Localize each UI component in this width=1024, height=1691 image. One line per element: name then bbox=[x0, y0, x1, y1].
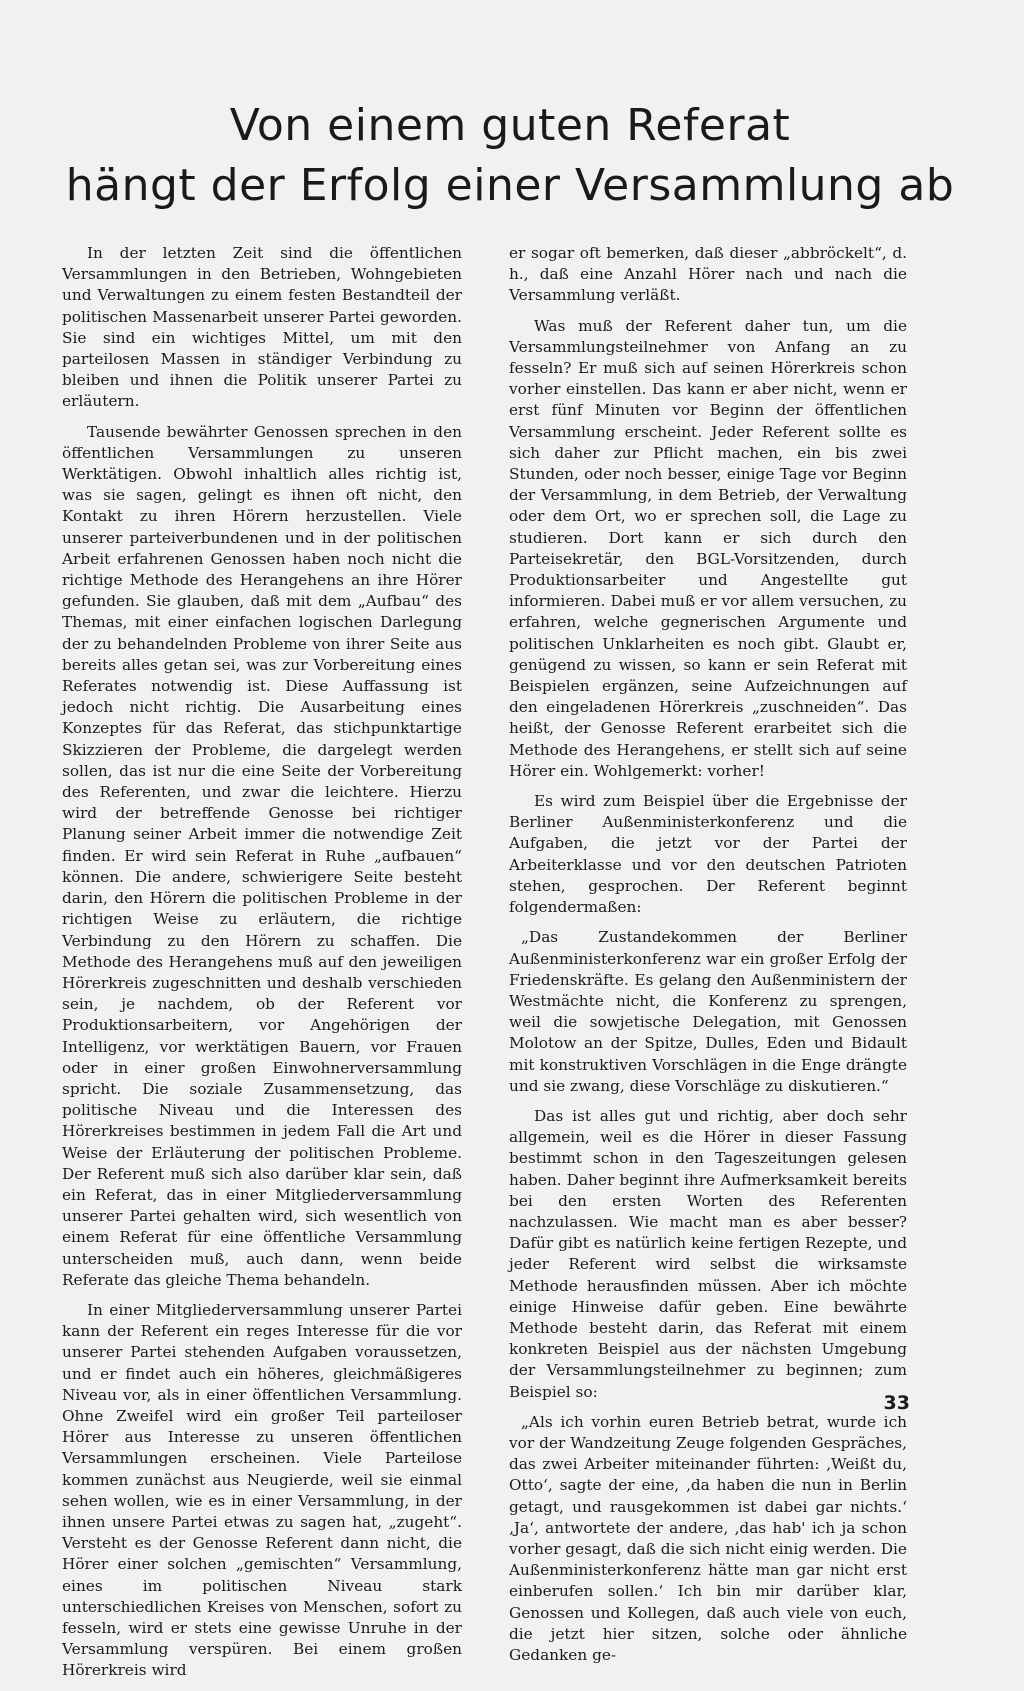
quote-paragraph: „Als ich vorhin euren Betrieb betrat, wurde ich vor der Wandzeitung Zeuge folgenden Gespräches, das zwei Arbeiter miteinander führten: ‚Weißt du, Otto‘, sagte der eine, ‚da haben die nun in Berlin getagt, und rausgekommen ist dabei gar nichts.‘ ‚Ja‘, antwortete der andere, ‚das hab' ich ja schon vorher gesagt, daß die sich nicht einig werden. Die Außenministerkonferenz hätte man gar nicht erst einberufen sollen.‘ Ich bin mir darüber klar, Genossen und Kollegen, daß auch viele von euch, die jetzt hier sitzen, solche oder ähnliche Gedanken ge- bbox=[509, 1412, 907, 1664]
paragraph: Tausende bewährter Genossen sprechen in den öffentlichen Versammlungen zu unseren Werktätigen. Obwohl inhaltlich alles richtig ist, was sie sagen, gelingt es ihnen oft nicht, den Kontakt zu ihren Hörern herzustellen. Viele unserer parteiverbundenen und in der politischen Arbeit erfahrenen Genossen haben noch nicht die richtige Methode des Herangehens an ihre Hörer gefunden. Sie glauben, daß mit dem „Aufbau“ des Themas, mit einer einfachen logischen Darlegung der zu behandelnden Probleme von ihrer Seite aus bereits alles getan sei, was zur Vorbereitung eines Referates notwendig ist. Diese Auffassung ist jedoch nicht richtig. Die Ausarbeitung eines Konzeptes für das Referat, das stichpunktartige Skizzieren der Probleme, die dargelegt werden sollen, das ist nur die eine Seite der Vorbereitung des Referenten, und zwar die leichtere. Hierzu wird der betreffende Genosse bei richtiger Planung seiner Arbeit immer die notwendige Zeit finden. Er wird sein Referat in Ruhe „aufbauen“ können. Die andere, schwierigere Seite besteht darin, den Hörern die politischen Probleme in der richtigen Weise zu erläutern, die richtige Verbindung zu den Hörern zu schaffen. Die Methode des Herangehens muß auf den jeweiligen Hörerkreis zugeschnitten und deshalb verschieden sein, je nachdem, ob der Referent vor Produktionsarbeitern, vor Angehörigen der Intelligenz, vor werktätigen Bauern, vor Frauen oder in einer großen Einwohnerversammlung spricht. Die soziale Zusammensetzung, das politische Niveau und die Interessen des Hörerkreises bestimmen in jedem Fall die Art und Weise der Erläuterung der politischen Probleme. Der Referent muß sich also darüber klar sein, daß ein Referat, das in einer Mitgliederversammlung unserer Partei gehalten wird, sich wesentlich von einem Referat für eine öffentliche Versammlung unterscheiden muß, auch dann, wenn beide Referate das gleiche Thema behandeln. bbox=[62, 422, 462, 1289]
title-line-1: Von einem guten Referat bbox=[229, 100, 791, 151]
title-line-2: hängt der Erfolg einer Versammlung ab bbox=[65, 160, 955, 211]
paragraph: In der letzten Zeit sind die öffentlichen Versammlungen in den Betrieben, Wohngebieten und Verwaltungen zu einem festen Bestandteil der politischen Massenarbeit unserer Partei geworden. Sie sind ein wichtiges Mittel, um mit den parteilosen Massen in ständiger Verbindung zu bleiben und ihnen die Politik unserer Partei zu erläutern. bbox=[62, 244, 462, 411]
paragraph: Es wird zum Beispiel über die Ergebnisse der Berliner Außenministerkonferenz und die Aufgaben, die jetzt vor der Partei der Arbeiterklasse und vor den deutschen Patrioten stehen, gesprochen. Der Referent beginnt folgendermaßen: bbox=[509, 792, 907, 917]
quote-paragraph: „Das Zustandekommen der Berliner Außenministerkonferenz war ein großer Erfolg der Friedenskräfte. Es gelang den Außenministern der Westmächte nicht, die Konferenz zu sprengen, weil die sowjetische Delegation, mit Genossen Molotow an der Spitze, Dulles, Eden und Bidault mit konstruktiven Vorschlägen in die Enge drängte und sie zwang, diese Vorschläge zu diskutieren.“ bbox=[509, 928, 907, 1095]
paragraph: In einer Mitgliederversammlung unserer Partei kann der Referent ein reges Interesse für die vor unserer Partei stehenden Aufgaben voraussetzen, und er findet auch ein höheres, gleichmäßigeres Niveau vor, als in einer öffentlichen Versammlung. Ohne Zweifel wird ein großer Teil parteiloser Hörer aus Interesse zu unseren öffentlichen Versammlungen erscheinen. Viele Parteilose kommen zunächst aus Neugierde, weil sie einmal sehen wollen, wie es in einer Versammlung, in der ihnen unsere Partei etwas zu sagen hat, „zugeht“. Versteht es der Genosse Referent dann nicht, die Hörer einer solchen „gemischten“ Versammlung, eines im politischen Niveau stark unterschiedlichen Kreises von Menschen, sofort zu fesseln, wird er stets eine gewisse Unruhe in der Versammlung verspüren. Bei einem großen Hörerkreis wird bbox=[62, 1300, 462, 1680]
paragraph: Was muß der Referent daher tun, um die Versammlungsteilnehmer von Anfang an zu fesseln? Er muß sich auf seinen Hörerkreis schon vorher einstellen. Das kann er aber nicht, wenn er erst fünf Minuten vor Beginn der öffentlichen Versammlung erscheint. Jeder Referent sollte es sich daher zur Pflicht machen, ein bis zwei Stunden, oder noch besser, einige Tage vor Beginn der Versammlung, in dem Betrieb, der Verwaltung oder dem Ort, wo er sprechen soll, die Lage zu studieren. Dort kann er sich durch den Parteisekretär, den BGL-Vorsitzenden, durch Produktionsarbeiter und Angestellte gut informieren. Dabei muß er vor allem versuchen, zu erfahren, welche gegnerischen Argumente und politischen Unklarheiten es noch gibt. Glaubt er, genügend zu wissen, so kann er sein Referat mit Beispielen ergänzen, seine Aufzeichnungen auf den eingeladenen Hörerkreis „zuschneiden“. Das heißt, der Genosse Referent erarbeitet sich die Methode des Herangehens, er stellt sich auf seine Hörer ein. Wohlgemerkt: vorher! bbox=[509, 316, 907, 780]
paragraph: Das ist alles gut und richtig, aber doch sehr allgemein, weil es die Hörer in dieser Fassung bestimmt schon in den Tageszeitungen gelesen haben. Daher beginnt ihre Aufmerksamkeit bereits bei den ersten Worten des Referenten nachzulassen. Wie macht man es aber besser? Dafür gibt es natürlich keine fertigen Rezepte, und jeder Referent wird selbst die wirksamste Methode herausfinden müssen. Aber ich möchte einige Hinweise dafür geben. Eine bewährte Methode besteht darin, das Referat mit einem konkreten Beispiel aus der nächsten Umgebung der Versammlungsteilnehmer zu beginnen; zum Beispiel so: bbox=[509, 1106, 907, 1401]
page-title bbox=[60, 96, 960, 216]
page-number: 33 bbox=[883, 1392, 910, 1414]
paragraph: er sogar oft bemerken, daß dieser „abbröckelt“, d. h., daß eine Anzahl Hörer nach und nach die Versammlung verläßt. bbox=[509, 244, 907, 305]
right-column bbox=[509, 243, 907, 1675]
left-column bbox=[62, 243, 462, 1691]
